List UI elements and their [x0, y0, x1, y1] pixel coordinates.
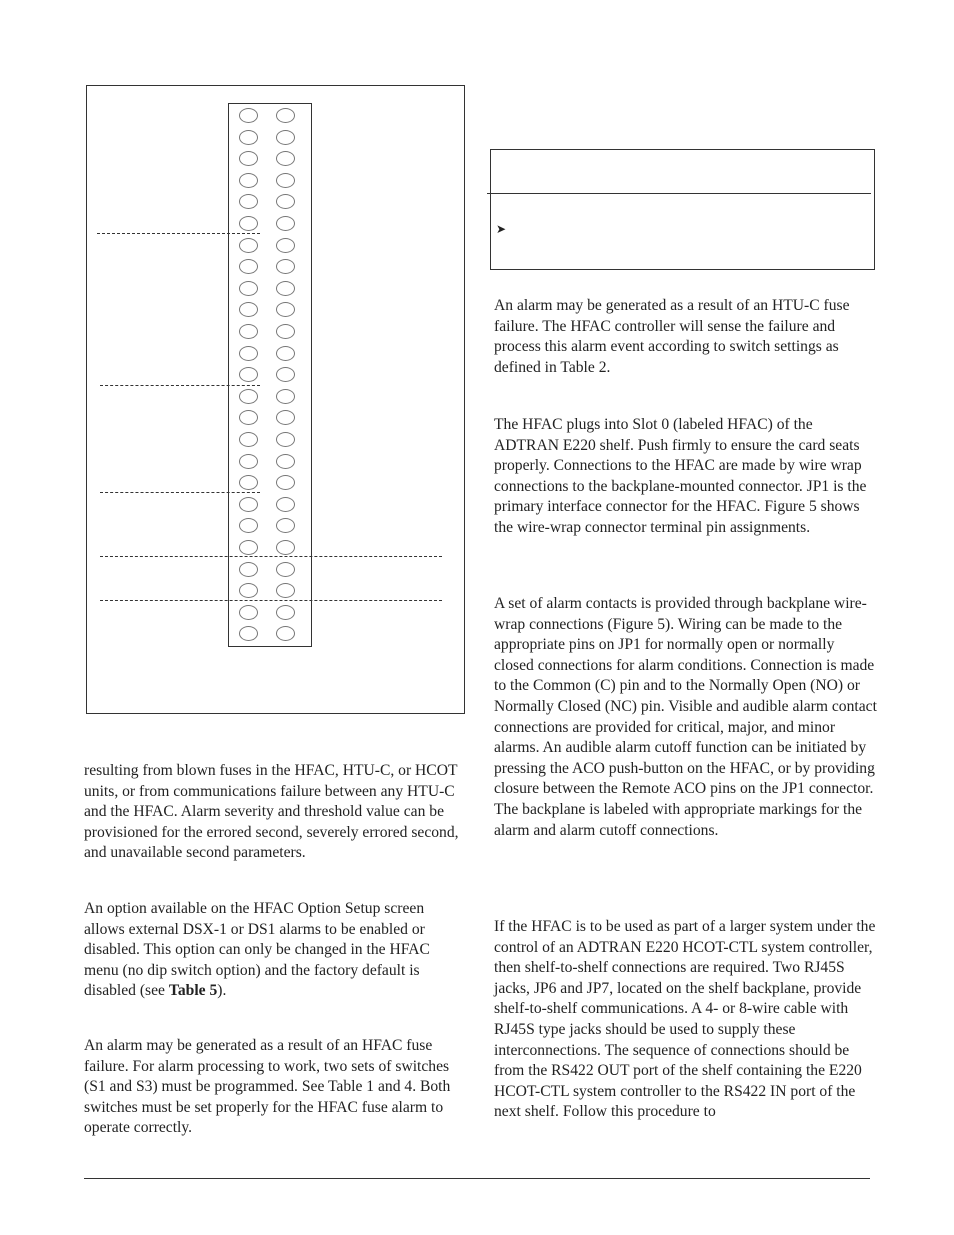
- connector-pin: [239, 432, 258, 447]
- connector-pin: [276, 238, 295, 253]
- connector-pin: [239, 497, 258, 512]
- connector-pin: [239, 346, 258, 361]
- body-paragraph: If the HFAC is to be used as part of a larger system under the control of an ADTRAN E220 HCOT-CTL system controller, then shelf-to-shelf connections are required. Two RJ45S jacks, JP6 and JP7, located on the shelf backplane, provide shelf-to-shelf communications. A 4- or 8-wire cable with RJ45S type jacks should be used to supply these interconnections. The sequence of connections should be from the RS422 OUT port of the shelf containing the E220 HCOT-CTL system controller to the RS422 IN port of the next shelf. Follow this procedure to: [494, 918, 876, 1121]
- connector-pin: [239, 302, 258, 317]
- connector-pin: [239, 130, 258, 145]
- footer-rule: [84, 1178, 870, 1179]
- connector-pin: [276, 302, 295, 317]
- pin-leader-line: [100, 492, 260, 493]
- body-paragraph: resulting from blown fuses in the HFAC, HTU-C, or HCOT units, or from communications failure between any HTU-C and the HFAC. Alarm severity and threshold value can be provisioned for the errored second, severely errored second, and unavailable second parameters.: [84, 762, 459, 862]
- pin-leader-line: [100, 600, 442, 601]
- connector-pin: [239, 238, 258, 253]
- table-reference: Table 5: [168, 982, 218, 1000]
- connector-pin: [276, 540, 295, 555]
- connector-pin: [239, 605, 258, 620]
- connector-pin: [239, 475, 258, 490]
- body-paragraph: An option available on the HFAC Option Setup screen allows external DSX-1 or DS1 alarms to be enabled or disabled. This option can only be changed in the HFAC menu (no dip switch option) and the factory default is disabled (see Table 5).: [84, 900, 430, 1000]
- connector-pin: [276, 389, 295, 404]
- connector-pin: [276, 367, 295, 382]
- connector-pin: [239, 389, 258, 404]
- body-paragraph: A set of alarm contacts is provided through backplane wire-wrap connections (Figure 5). Wiring can be made to the appropriate pins on JP1 for normally open or normally closed connections for alarm conditions. Connection is made to the Common (C) pin and to the Normally Open (NO) or Normally Closed (NC) pin. Visible and audible alarm contact connections are provided for critical, major, and minor alarms. An audible alarm cutoff function can be initiated by pressing the ACO push-button on the HFAC, or by providing closure between the Remote ACO pins on the JP1 connector. The backplane is labeled with appropriate markings for the alarm and alarm cutoff connections.: [494, 595, 877, 839]
- connector-pin: [239, 540, 258, 555]
- connector-pin: [239, 324, 258, 339]
- connector-pin: [276, 346, 295, 361]
- connector-pin: [276, 410, 295, 425]
- connector-pin: [276, 130, 295, 145]
- connector-pin: [276, 173, 295, 188]
- connector-pin: [239, 108, 258, 123]
- note-divider: [487, 193, 871, 194]
- connector-pin: [239, 626, 258, 641]
- body-paragraph: The HFAC plugs into Slot 0 (labeled HFAC) of the ADTRAN E220 shelf. Push firmly to ensure the card seats properly. Connections to the HFAC are made by wire wrap connections to the backplane-mounted connector. JP1 is the primary interface connector for the HFAC. Figure 5 shows the wire-wrap connector terminal pin assignments.: [494, 416, 867, 536]
- wire-wrap-connector: [228, 103, 312, 647]
- connector-pin: [276, 324, 295, 339]
- connector-pin: [276, 108, 295, 123]
- connector-pin: [276, 194, 295, 209]
- connector-pin: [276, 259, 295, 274]
- connector-pin: [239, 410, 258, 425]
- connector-pin: [276, 281, 295, 296]
- connector-pin: [276, 562, 295, 577]
- connector-pin: [276, 151, 295, 166]
- connector-pin: [239, 151, 258, 166]
- connector-pin: [276, 626, 295, 641]
- pin-leader-line: [100, 385, 260, 386]
- connector-pin: [276, 475, 295, 490]
- arrow-bullet-icon: ➤: [496, 222, 507, 236]
- connector-pin: [239, 518, 258, 533]
- connector-pin: [276, 497, 295, 512]
- pin-leader-line: [97, 233, 260, 234]
- connector-pin: [239, 583, 258, 598]
- connector-pin: [276, 605, 295, 620]
- connector-pin: [239, 216, 258, 231]
- connector-pin: [276, 583, 295, 598]
- connector-pin: [239, 454, 258, 469]
- pin-leader-line: [100, 556, 442, 557]
- note-box: [490, 149, 875, 270]
- connector-pin: [239, 281, 258, 296]
- connector-pin: [239, 194, 258, 209]
- connector-pin: [276, 216, 295, 231]
- connector-pin: [276, 454, 295, 469]
- connector-pin: [239, 259, 258, 274]
- connector-pin: [239, 173, 258, 188]
- connector-pin: [239, 562, 258, 577]
- connector-pin: [276, 518, 295, 533]
- body-paragraph: An alarm may be generated as a result of an HTU-C fuse failure. The HFAC controller will sense the failure and process this alarm event according to switch settings as defined in Table 2.: [494, 297, 850, 376]
- connector-pin: [276, 432, 295, 447]
- connector-pin: [239, 367, 258, 382]
- body-paragraph: An alarm may be generated as a result of an HFAC fuse failure. For alarm processing to work, two sets of switches (S1 and S3) must be programmed. See Table 1 and 4. Both switches must be set properly for the HFAC fuse alarm to operate correctly.: [84, 1037, 451, 1137]
